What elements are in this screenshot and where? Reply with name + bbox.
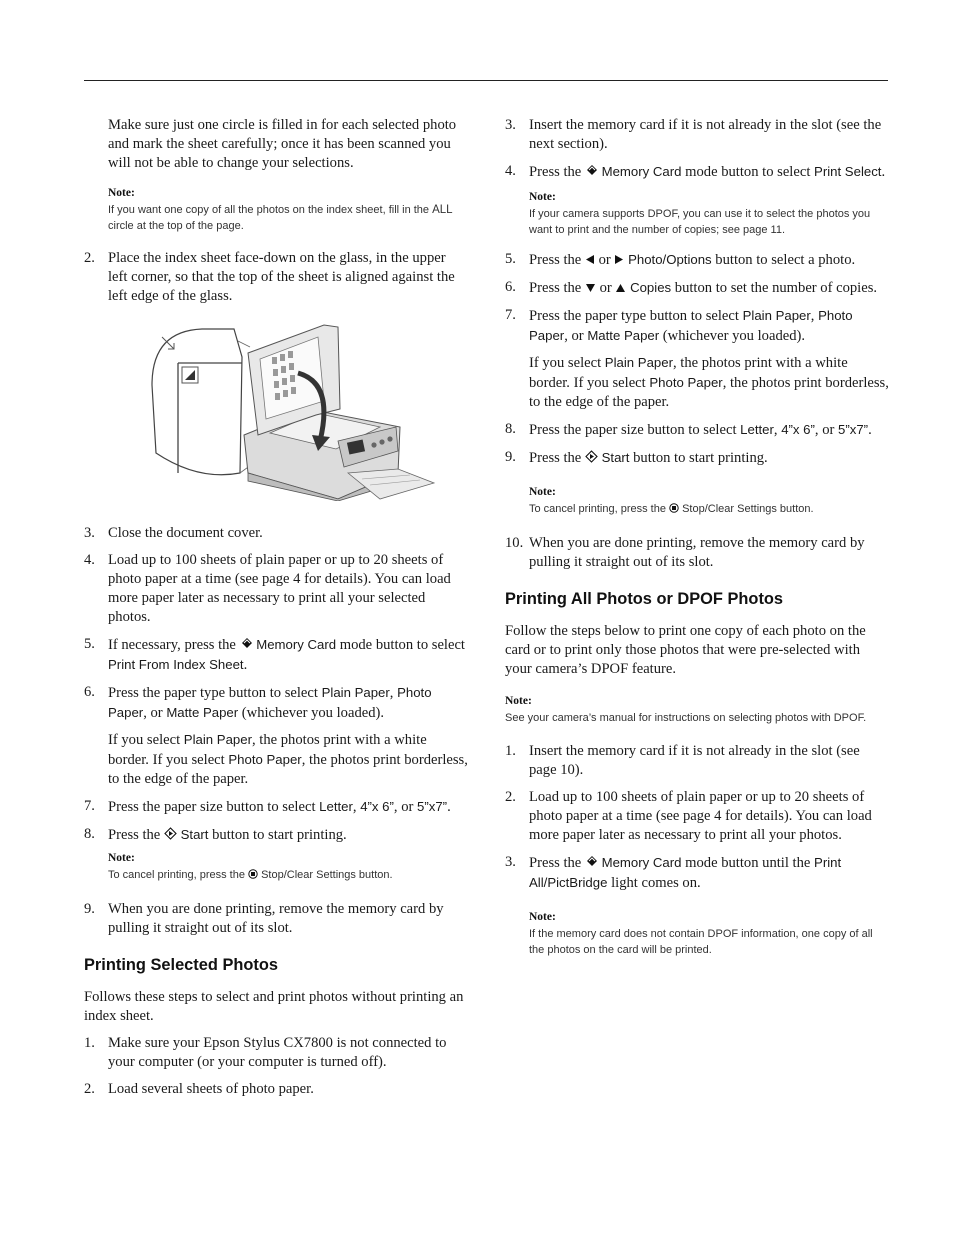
step-paper-size: 8. Press the paper size button to select Letter, 4”x 6”, or 5”x7”. — [505, 421, 872, 438]
paper-type-explanation: If you select Plain Paper, the photos print with a white border. If you select Photo Paper, the photos print borderless, to the edge of the paper. — [108, 732, 468, 787]
step-copies: 6. Press the or Copies button to set the number of copies. — [505, 279, 878, 296]
paper-type-explanation: If you select Plain Paper, the photos print with a white border. If you select Photo Paper, the photos print borderless, to the edge of the paper. — [529, 355, 889, 410]
step-insert-card: 3. Insert the memory card if it is not already in the slot (see the next section). — [505, 117, 882, 152]
section-heading-selected-photos: Printing Selected Photos — [84, 955, 278, 974]
step-close-cover: 3. Close the document cover. — [84, 525, 263, 541]
left-column — [84, 116, 468, 1107]
memory-card-icon — [585, 855, 598, 868]
note-heading: Note: — [529, 911, 556, 923]
note-heading: Note: — [505, 694, 532, 707]
scanner-illustration — [148, 323, 440, 501]
step-remove-card: 10. When you are done printing, remove the memory card by pulling it straight out of its slot. — [505, 534, 865, 570]
step-start-printing: 9. Press the Start button to start printing. — [505, 449, 768, 466]
section-intro: Follow the steps below to print one copy of each photo on the card or to print only those photos that were pre-selected with your camera’s DPOF feature. — [505, 622, 866, 677]
top-rule — [84, 80, 888, 81]
start-diamond-icon — [164, 827, 177, 840]
step-memory-card-mode: 5. If necessary, press the Memory Card mode button to select Print From Index Sheet. — [84, 636, 465, 673]
section-intro: Follows these steps to select and print photos without printing an index sheet. — [84, 988, 464, 1024]
step-print-all-mode: 3. Press the Memory Card mode button until the Print All/PictBridge light comes on. — [505, 854, 842, 891]
stop-clear-icon — [248, 869, 258, 879]
step-paper-type: 6. Press the paper type button to select Plain Paper, Photo Paper, or Matte Paper (whichever you loaded). — [84, 684, 432, 721]
note-body: See your camera’s manual for instructions on selecting photos with DPOF. — [505, 711, 867, 724]
note-dpof — [505, 188, 889, 238]
note-all-photos — [84, 184, 468, 234]
step-insert-card-all: 1. Insert the memory card if it is not already in the slot (see page 10). — [505, 743, 860, 778]
step-start-printing: 8. Press the Start button to start printing. — [84, 826, 347, 843]
note-body: To cancel printing, press the Stop/Clear Settings button. — [108, 869, 393, 881]
step-paper-size: 7. Press the paper size button to select Letter, 4”x 6”, or 5”x7”. — [84, 798, 451, 815]
intro-paragraph: Make sure just one circle is filled in for each selected photo and mark the sheet carefully; once it has been scanned you will not be able to change your selections. — [108, 117, 457, 171]
memory-card-icon — [240, 637, 253, 650]
section-heading-all-photos: Printing All Photos or DPOF Photos — [505, 589, 784, 608]
stop-clear-icon — [669, 503, 679, 513]
start-diamond-icon — [585, 450, 598, 463]
up-arrow-icon — [615, 283, 626, 293]
left-arrow-icon — [585, 254, 595, 265]
step-place-index-sheet: 2. Place the index sheet face-down on the glass, in the upper left corner, so that the top of the sheet is aligned against the left edge of the glass. — [84, 250, 455, 304]
note-heading: Note: — [529, 486, 556, 498]
note-body: If the memory card does not contain DPOF information, one copy of all the photos on the card will be printed. — [529, 928, 873, 956]
note-body: If you want one copy of all the photos on the index sheet, fill in the ALL circle at the top of the page. — [108, 204, 453, 232]
step-remove-card: 9. When you are done printing, remove the memory card by pulling it straight out of its slot. — [84, 900, 444, 936]
right-column — [505, 116, 889, 958]
down-arrow-icon — [585, 283, 596, 293]
step-print-select: 4. Press the Memory Card mode button to select Print Select. — [505, 163, 886, 180]
note-cancel-printing — [84, 849, 468, 884]
note-heading: Note: — [529, 191, 556, 203]
step-load-photo-paper: 2. Load several sheets of photo paper. — [84, 1080, 314, 1097]
note-camera-manual — [505, 692, 889, 727]
step-load-paper: 4. Load up to 100 sheets of plain paper or up to 20 sheets of photo paper at a time (see page 4 for details). You can load more paper later as necessary to print all your selected photos. — [84, 552, 451, 625]
note-heading: Note: — [108, 852, 135, 864]
note-body: To cancel printing, press the Stop/Clear Settings button. — [529, 503, 814, 515]
note-heading: Note: — [108, 187, 135, 199]
note-body: If your camera supports DPOF, you can use it to select the photos you want to print and the number of copies; see page 11. — [529, 208, 871, 236]
step-disconnect-computer: 1. Make sure your Epson Stylus CX7800 is not connected to your computer (or your computer is turned off). — [84, 1034, 447, 1070]
note-cancel-printing — [505, 483, 889, 518]
memory-card-icon — [585, 164, 598, 177]
step-paper-type: 7. Press the paper type button to select Plain Paper, Photo Paper, or Matte Paper (whichever you loaded). — [505, 307, 853, 344]
step-load-paper-all: 2. Load up to 100 sheets of plain paper or up to 20 sheets of photo paper at a time (see page 4 for details). You can load more paper later as necessary to print all your photos. — [505, 789, 872, 843]
note-no-dpof — [505, 908, 889, 958]
right-arrow-icon — [614, 254, 624, 265]
step-select-photo: 5. Press the or Photo/Options button to select a photo. — [505, 251, 856, 268]
